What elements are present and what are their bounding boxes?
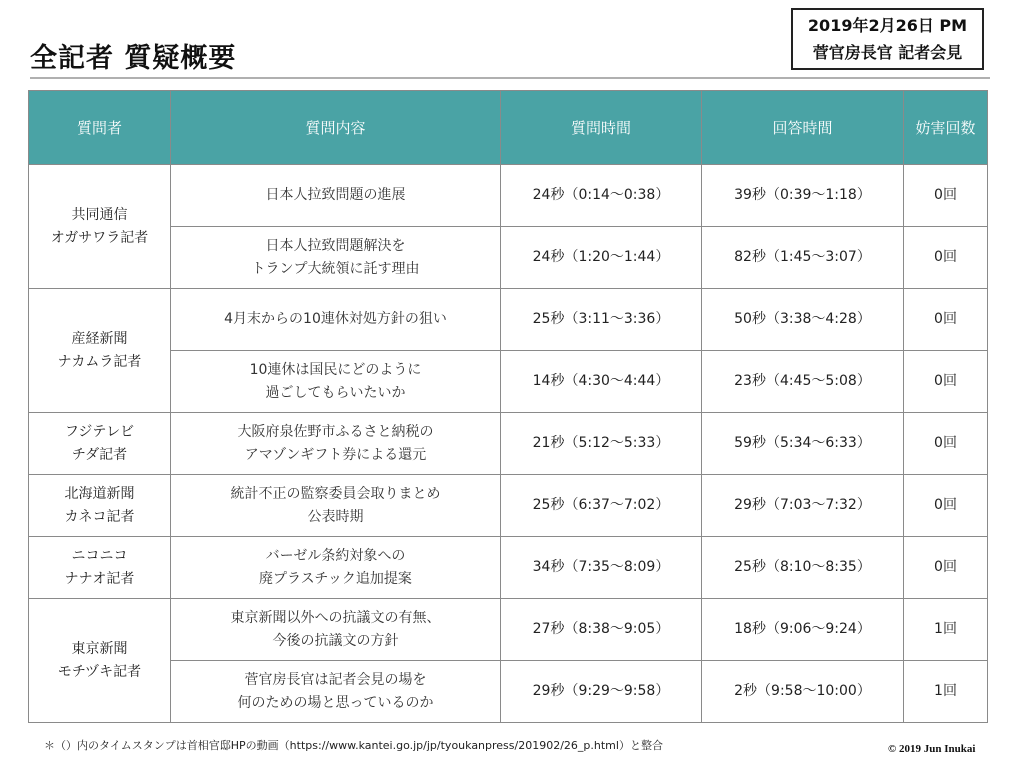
table-row — [29, 599, 988, 661]
table-row — [29, 413, 988, 475]
asker-line: フジテレビ — [64, 423, 135, 440]
table-row — [29, 227, 988, 289]
question-content-line: 何のための場と思っているのか — [237, 694, 434, 711]
question-time-cell: 25秒（6:37〜7:02） — [501, 475, 702, 537]
asker-cell — [29, 289, 171, 413]
table-header-row — [29, 91, 988, 165]
footnote: ＊（）内のタイムスタンプは首相官邸HPの動画（https://www.kantei.go.jp/jp/tyoukanpress/201902/26_p.html）と整合 — [44, 739, 663, 752]
answer-time-cell: 50秒（3:38〜4:28） — [702, 289, 904, 351]
question-content-line: 菅官房長官は記者会見の場を — [244, 671, 427, 688]
asker-cell — [29, 413, 171, 475]
question-content-cell — [171, 661, 501, 723]
question-content-line: 4月末からの10連休対処方針の狙い — [224, 311, 447, 327]
question-time-cell: 25秒（3:11〜3:36） — [501, 289, 702, 351]
asker-line: オガサワラ記者 — [50, 229, 149, 246]
header-answer-time: 回答時間 — [702, 91, 904, 165]
header-obstruction-count: 妨害回数 — [904, 91, 988, 165]
answer-time-cell: 59秒（5:34〜6:33） — [702, 413, 904, 475]
question-time-cell: 27秒（8:38〜9:05） — [501, 599, 702, 661]
question-content-line: 廃プラスチック追加提案 — [259, 570, 412, 587]
question-content-cell — [171, 227, 501, 289]
answer-time-cell: 25秒（8:10〜8:35） — [702, 537, 904, 599]
obstruction-count-cell: 0回 — [904, 227, 988, 289]
question-content-line: 過ごしてもらいたいか — [265, 384, 406, 401]
question-content-cell — [171, 289, 501, 351]
header-asker: 質問者 — [29, 91, 171, 165]
asker-line: カネコ記者 — [64, 508, 135, 525]
question-content-line: 大阪府泉佐野市ふるさと納税の — [237, 423, 434, 440]
obstruction-count-cell: 0回 — [904, 351, 988, 413]
header-question-time: 質問時間 — [501, 91, 702, 165]
asker-line: 北海道新聞 — [64, 485, 135, 502]
table-body — [29, 165, 988, 723]
question-content-line: 今後の抗議文の方針 — [272, 632, 399, 649]
asker-line: 共同通信 — [71, 206, 128, 223]
question-content-line: 日本人拉致問題の進展 — [265, 187, 406, 203]
obstruction-count-cell: 0回 — [904, 537, 988, 599]
asker-line: モチヅキ記者 — [57, 663, 142, 680]
asker-line: ナカムラ記者 — [57, 353, 142, 370]
answer-time-cell: 18秒（9:06〜9:24） — [702, 599, 904, 661]
asker-line: チダ記者 — [71, 446, 128, 463]
asker-cell — [29, 165, 171, 289]
date-box — [791, 8, 984, 70]
question-content-cell — [171, 351, 501, 413]
copyright: © 2019 Jun Inukai — [888, 743, 976, 755]
table-row — [29, 537, 988, 599]
question-content-cell — [171, 599, 501, 661]
obstruction-count-cell: 1回 — [904, 599, 988, 661]
obstruction-count-cell: 0回 — [904, 289, 988, 351]
date-line: 2019年2月26日 PM — [807, 16, 968, 35]
question-content-line: 統計不正の監察委員会取りまとめ — [230, 485, 441, 502]
answer-time-cell: 2秒（9:58〜10:00） — [702, 661, 904, 723]
question-time-cell: 24秒（0:14〜0:38） — [501, 165, 702, 227]
question-time-cell: 34秒（7:35〜8:09） — [501, 537, 702, 599]
table-row — [29, 165, 988, 227]
question-time-cell: 24秒（1:20〜1:44） — [501, 227, 702, 289]
asker-cell — [29, 537, 171, 599]
question-content-line: アマゾンギフト券による還元 — [244, 446, 427, 463]
question-content-line: 10連休は国民にどのように — [249, 361, 422, 378]
event-line: 菅官房長官 記者会見 — [812, 43, 963, 62]
asker-line: ニコニコ — [71, 547, 128, 564]
qa-summary-table — [28, 90, 988, 723]
question-time-cell: 29秒（9:29〜9:58） — [501, 661, 702, 723]
obstruction-count-cell: 1回 — [904, 661, 988, 723]
table-row — [29, 289, 988, 351]
table-row — [29, 661, 988, 723]
question-content-line: 東京新聞以外への抗議文の有無、 — [230, 609, 441, 626]
answer-time-cell: 39秒（0:39〜1:18） — [702, 165, 904, 227]
obstruction-count-cell: 0回 — [904, 413, 988, 475]
table-row — [29, 351, 988, 413]
table-row — [29, 475, 988, 537]
question-content-line: 日本人拉致問題解決を — [265, 237, 406, 254]
question-content-cell — [171, 413, 501, 475]
obstruction-count-cell: 0回 — [904, 475, 988, 537]
page-title: 全記者 質疑概要 — [30, 43, 237, 74]
question-content-cell — [171, 537, 501, 599]
title-divider — [30, 77, 990, 79]
question-content-line: バーゼル条約対象への — [265, 547, 406, 564]
asker-cell — [29, 475, 171, 537]
answer-time-cell: 23秒（4:45〜5:08） — [702, 351, 904, 413]
answer-time-cell: 29秒（7:03〜7:32） — [702, 475, 904, 537]
question-time-cell: 21秒（5:12〜5:33） — [501, 413, 702, 475]
asker-line: 東京新聞 — [71, 640, 128, 657]
question-content-cell — [171, 475, 501, 537]
answer-time-cell: 82秒（1:45〜3:07） — [702, 227, 904, 289]
obstruction-count-cell: 0回 — [904, 165, 988, 227]
question-content-line: 公表時期 — [307, 508, 364, 525]
asker-line: 産経新聞 — [71, 330, 128, 347]
question-time-cell: 14秒（4:30〜4:44） — [501, 351, 702, 413]
asker-cell — [29, 599, 171, 723]
question-content-line: トランプ大統領に託す理由 — [251, 260, 420, 277]
question-content-cell — [171, 165, 501, 227]
header-content: 質問内容 — [171, 91, 501, 165]
asker-line: ナナオ記者 — [64, 570, 135, 587]
